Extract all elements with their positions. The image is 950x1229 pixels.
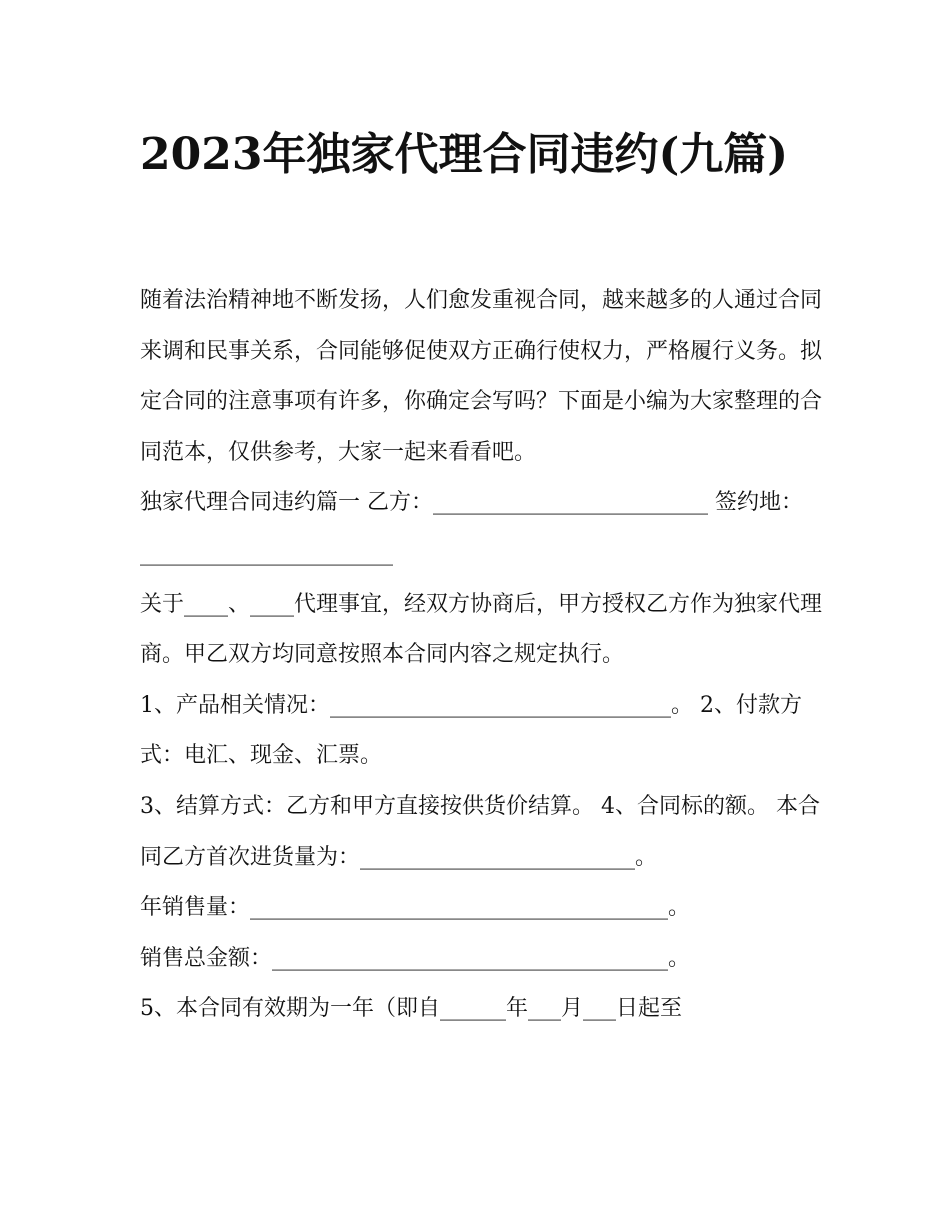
intro-paragraph: 随着法治精神地不断发扬，人们愈发重视合同，越来越多的人通过合同来调和民事关系，合同能够促使双方正确行使权力，严格履行义务。拟定合同的注意事项有许多，你确定会写吗？下面是小编为大家整理的合同范本，仅供参考，大家一起来看看吧。	[140, 288, 823, 465]
document-title: 2023年独家代理合同违约(九篇)	[140, 129, 789, 180]
paragraph-product-payment: 1、产品相关情况：_______________________________。 2、付款方式：电汇、现金、汇票。	[140, 692, 802, 769]
paragraph-signing-info: 独家代理合同违约篇一 乙方：_________________________ 签约地：_______________________	[140, 490, 803, 566]
paragraph-validity-period: 5、本合同有效期为一年（即自______年___月___日起至	[140, 996, 682, 1022]
paragraph-total-sales: 销售总金额：____________________________________。	[140, 945, 691, 971]
paragraph-agency-authorization: 关于____、____代理事宜，经双方协商后，甲方授权乙方作为独家代理商。甲乙双方均同意按照本合同内容之规定执行。	[140, 591, 823, 668]
document-body	[140, 276, 830, 1035]
paragraph-annual-sales: 年销售量：______________________________________。	[140, 895, 691, 921]
paragraph-settlement-amount: 3、结算方式：乙方和甲方直接按供货价结算。 4、合同标的额。 本合同乙方首次进货量为：_________________________。	[140, 793, 820, 870]
